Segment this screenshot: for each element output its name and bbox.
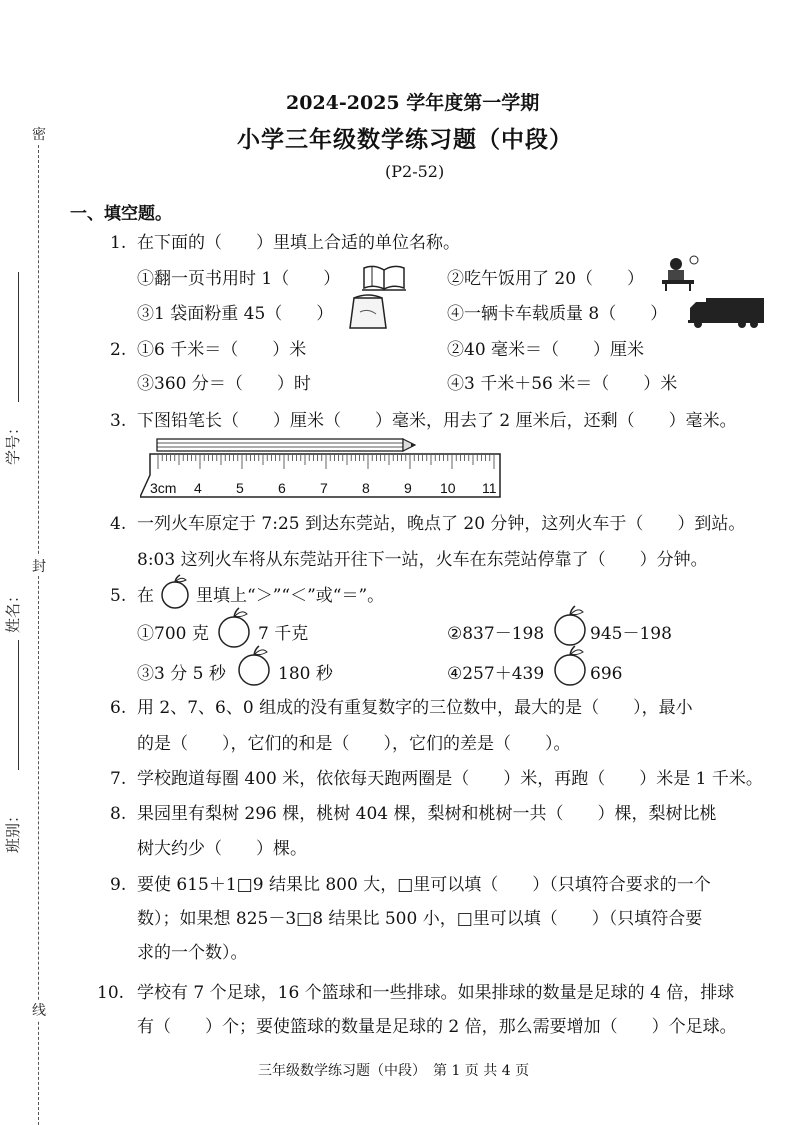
paper-title: 小学三年级数学练习题（中段） bbox=[237, 126, 573, 153]
ruler-label-11: 11 bbox=[482, 480, 497, 496]
q5-b-left: ②837－198 bbox=[447, 624, 545, 644]
ruler-label-6: 6 bbox=[278, 480, 286, 496]
ruler-label-9: 9 bbox=[404, 480, 412, 496]
q8-line2: 树大约少（ ）棵。 bbox=[137, 839, 307, 859]
apple-icon bbox=[552, 644, 588, 686]
student-number-blank bbox=[18, 272, 19, 402]
ruler-label-3: 3cm bbox=[150, 480, 177, 496]
ruler-label-4: 4 bbox=[194, 480, 202, 496]
margin-mi: 密 bbox=[32, 124, 46, 144]
q5-number: 5. bbox=[110, 586, 127, 606]
q2-item-c: ③360 分＝（ ）时 bbox=[137, 374, 311, 394]
q2-item-d: ④3 千米＋56 米＝（ ）米 bbox=[447, 374, 678, 394]
apple-icon bbox=[216, 606, 252, 648]
page-footer: 三年级数学练习题（中段） 第 1 页 共 4 页 bbox=[258, 1063, 530, 1079]
q5-c-left: ③3 分 5 秒 bbox=[137, 664, 226, 684]
q5-b-right: 945－198 bbox=[590, 624, 672, 644]
truck-icon bbox=[688, 296, 766, 328]
apple-icon bbox=[236, 644, 272, 686]
q2-item-a: ①6 千米＝（ ）米 bbox=[137, 340, 307, 360]
q6-number: 6. bbox=[110, 698, 127, 718]
q5-d-right: 696 bbox=[590, 664, 623, 684]
student-number-label: 学号： bbox=[4, 419, 23, 466]
q5-a-right: 7 千克 bbox=[258, 624, 309, 644]
ruler-label-8: 8 bbox=[362, 480, 370, 496]
q9-line2: 数）；如果想 825－3□8 结果比 500 小，□里可以填（ ）（只填符合要 bbox=[137, 909, 703, 929]
q1-item-b: ②吃午饭用了 20（ ） bbox=[447, 269, 645, 289]
q1-item-c: ③1 袋面粉重 45（ ） bbox=[137, 304, 334, 324]
q6-line1: 用 2、7、6、0 组成的没有重复数字的三位数中，最大的是（ ），最小 bbox=[137, 698, 693, 718]
q5-stem-post: 里填上“＞”“＜”或“＝”。 bbox=[196, 586, 385, 606]
q7-line1: 学校跑道每圈 400 米，依依每天跑两圈是（ ）米，再跑（ ）米是 1 千米。 bbox=[137, 769, 763, 789]
apple-icon bbox=[552, 604, 588, 646]
ruler-label-5: 5 bbox=[236, 480, 244, 496]
q1-number: 1. bbox=[110, 233, 127, 253]
q8-number: 8. bbox=[110, 804, 127, 824]
q5-d-left: ④257＋439 bbox=[447, 664, 545, 684]
q10-line1: 学校有 7 个足球，16 个篮球和一些排球。如果排球的数量是足球的 4 倍，排球 bbox=[137, 983, 735, 1003]
apple-icon bbox=[159, 574, 191, 610]
book-icon bbox=[360, 262, 408, 292]
flour-bag-icon bbox=[346, 290, 390, 332]
q10-number: 10. bbox=[97, 983, 125, 1003]
q8-line1: 果园里有梨树 296 棵，桃树 404 棵，梨树和桃树一共（ ）棵，梨树比桃 bbox=[137, 804, 717, 824]
q4-number: 4. bbox=[110, 514, 127, 534]
q5-stem-pre: 在 bbox=[137, 586, 154, 606]
section-heading: 一、填空题。 bbox=[70, 204, 172, 224]
binding-dashed-line bbox=[38, 140, 39, 1125]
child-eating-icon bbox=[660, 254, 700, 292]
ruler-label-7: 7 bbox=[320, 480, 328, 496]
margin-feng: 封 bbox=[32, 556, 46, 576]
q9-number: 9. bbox=[110, 875, 127, 895]
q3-number: 3. bbox=[110, 411, 127, 431]
page-range: (P2-52) bbox=[385, 162, 445, 181]
q4-line2: 8:03 这列火车将从东莞站开往下一站，火车在东莞站停靠了（ ）分钟。 bbox=[137, 550, 708, 570]
q1-item-d: ④一辆卡车载质量 8（ ） bbox=[447, 304, 668, 324]
q3-stem: 下图铅笔长（ ）厘米（ ）毫米，用去了 2 厘米后，还剩（ ）毫米。 bbox=[137, 411, 737, 431]
margin-xian: 线 bbox=[32, 1000, 46, 1020]
q6-line2: 的是（ ），它们的和是（ ），它们的差是（ ）。 bbox=[137, 734, 571, 754]
pencil bbox=[157, 439, 415, 451]
q10-line2: 有（ ）个；要使篮球的数量是足球的 2 倍，那么需要增加（ ）个足球。 bbox=[137, 1017, 737, 1037]
term-title: 2024-2025 学年度第一学期 bbox=[286, 92, 540, 114]
q2-number: 2. bbox=[110, 340, 127, 360]
q4-line1: 一列火车原定于 7:25 到达东莞站，晚点了 20 分钟，这列火车于（ ）到站。 bbox=[137, 514, 746, 534]
q9-line1: 要使 615＋1□9 结果比 800 大，□里可以填（ ）（只填符合要求的一个 bbox=[137, 875, 711, 895]
q5-c-right: 180 秒 bbox=[278, 664, 333, 684]
name-blank bbox=[18, 640, 19, 770]
q1-stem: 在下面的（ ）里填上合适的单位名称。 bbox=[137, 233, 460, 253]
q2-item-b: ②40 毫米＝（ ）厘米 bbox=[447, 340, 645, 360]
ruler-label-10: 10 bbox=[440, 480, 456, 496]
class-label: 班别： bbox=[4, 807, 23, 854]
q1-item-a: ①翻一页书用时 1（ ） bbox=[137, 269, 341, 289]
q9-line3: 求的一个数）。 bbox=[137, 943, 248, 963]
q7-number: 7. bbox=[110, 769, 127, 789]
name-label: 姓名： bbox=[4, 587, 23, 634]
q5-a-left: ①700 克 bbox=[137, 624, 209, 644]
